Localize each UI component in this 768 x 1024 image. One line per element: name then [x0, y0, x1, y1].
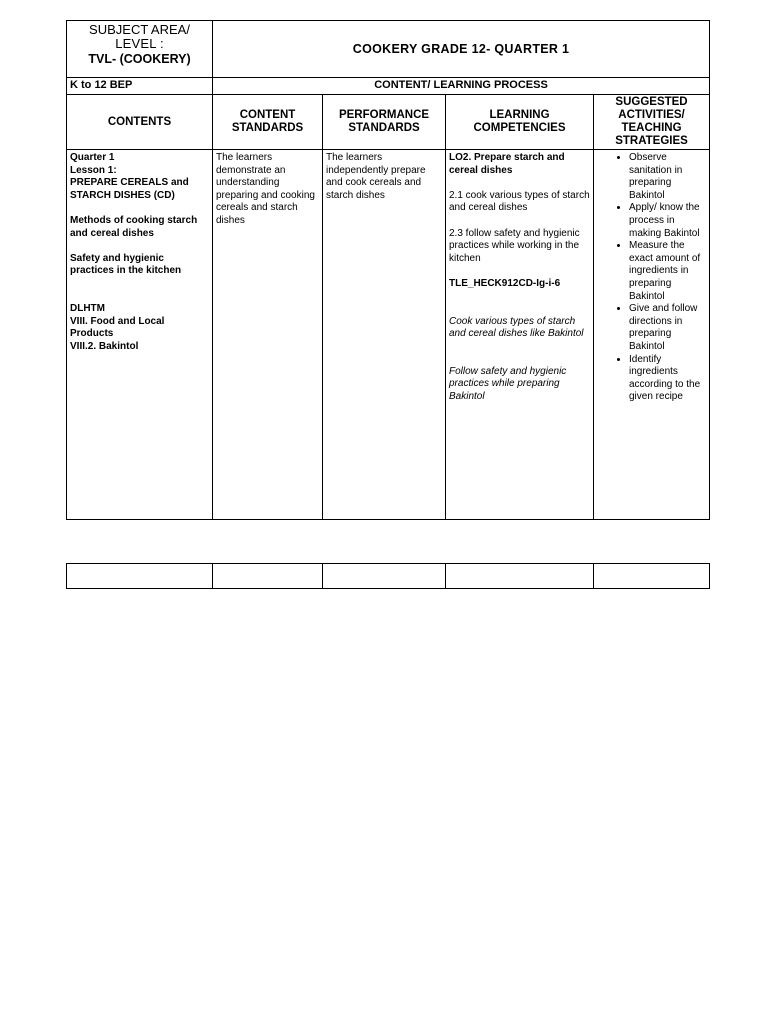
empty-table-row [66, 563, 710, 589]
activity-item: • Apply/ know the process in making Bakintol [629, 202, 706, 240]
column-header-contents: CONTENTS [67, 95, 213, 150]
activities-cell [594, 150, 710, 520]
quarter-label: Quarter 1 [70, 152, 115, 163]
activities-list [597, 152, 706, 404]
column-header-performance-standards: PERFORMANCE STANDARDS [323, 95, 446, 150]
empty-cell [213, 564, 323, 589]
activity-item: • Identify ingredients according to the given recipe [629, 354, 706, 404]
empty-cell [446, 564, 594, 589]
empty-cell [594, 564, 710, 589]
page-title: COOKERY GRADE 12- QUARTER 1 [213, 21, 710, 78]
contents-cell [67, 150, 213, 520]
learning-competencies-cell [446, 150, 594, 520]
performance-standards-cell: The learners independently prepare and cook cereals and starch dishes [323, 150, 446, 520]
k12-label: K to 12 BEP [67, 78, 213, 95]
empty-cell [323, 564, 446, 589]
competency-2-1: 2.1 cook various types of starch and cereal dishes [449, 189, 590, 214]
subject-value: TVL- (COOKERY) [88, 52, 191, 66]
food-products-text: VIII. Food and Local Products [70, 315, 165, 340]
subject-area-label: SUBJECT AREA/ [89, 22, 190, 37]
column-header-suggested-activities: SUGGESTED ACTIVITIES/ TEACHING STRATEGIES [594, 95, 710, 150]
dlhtm-label: DLHTM [70, 302, 105, 314]
column-header-learning-competencies: LEARNING COMPETENCIES [446, 95, 594, 150]
curriculum-table [66, 20, 710, 520]
content-process-label: CONTENT/ LEARNING PROCESS [213, 78, 710, 95]
content-standards-cell: The learners demonstrate an understanding preparing and cooking cereals and starch dishes [213, 150, 323, 520]
competency-2-3: 2.3 follow safety and hygienic practices while working in the kitchen [449, 227, 580, 264]
lesson-label: Lesson 1: [70, 164, 117, 176]
safety-text: Safety and hygienic practices in the kitchen [70, 252, 182, 277]
subject-area-cell [67, 21, 213, 78]
activity-item: • Observe sanitation in preparing Bakintol [629, 152, 706, 202]
lo-heading: LO2. Prepare starch and cereal dishes [449, 152, 565, 176]
italic-competency-2: Follow safety and hygienic practices while preparing Bakintol [449, 365, 567, 402]
empty-cell [67, 564, 213, 589]
column-header-content-standards: CONTENT STANDARDS [213, 95, 323, 150]
level-label: LEVEL : [115, 36, 164, 51]
activity-item: • Give and follow directions in preparing Bakintol [629, 303, 706, 353]
competency-code: TLE_HECK912CD-Ig-i-6 [449, 277, 561, 289]
italic-competency-1: Cook various types of starch and cereal dishes like Bakintol [449, 315, 584, 340]
activity-item: • Measure the exact amount of ingredients in preparing Bakintol [629, 240, 706, 303]
bakintol-text: VIII.2. Bakintol [70, 340, 139, 352]
lesson-title: PREPARE CEREALS and STARCH DISHES (CD) [70, 177, 189, 201]
methods-text: Methods of cooking starch and cereal dishes [70, 214, 198, 239]
